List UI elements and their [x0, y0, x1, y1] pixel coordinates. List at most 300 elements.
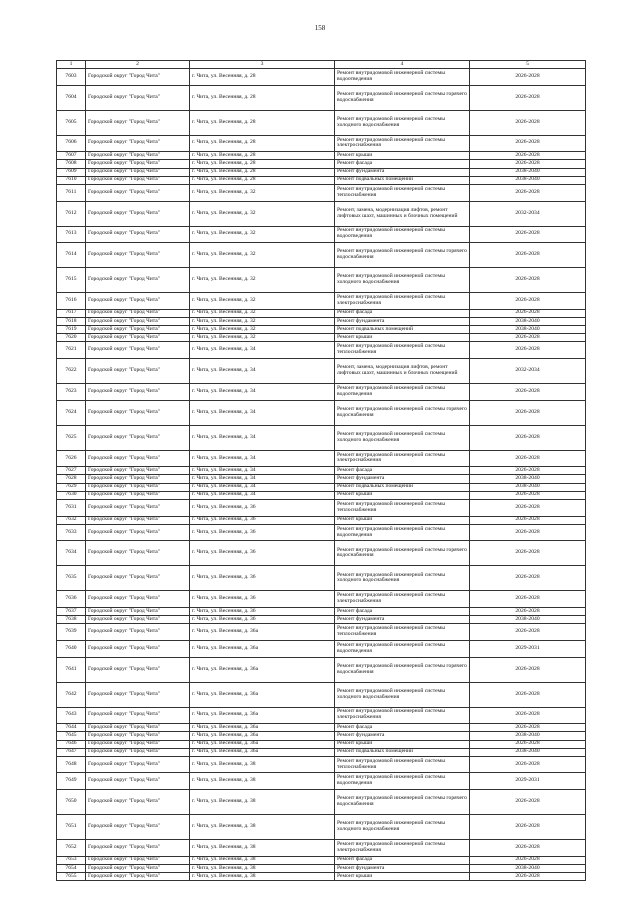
- cell-work-type: Ремонт внутридомовой инженерной системы горячего водоснабжения: [335, 790, 470, 815]
- cell-work-type: Ремонт крыши: [335, 491, 470, 499]
- table-row: [57, 740, 586, 748]
- cell-period: 2026-2028: [470, 342, 586, 359]
- capital-repair-table: [56, 60, 586, 881]
- cell-work-type: Ремонт крыши: [335, 152, 470, 160]
- cell-address: г. Чита, ул. Весенняя, д. 36а: [190, 707, 335, 724]
- table-row: [57, 226, 586, 243]
- cell-period: 2026-2028: [470, 135, 586, 152]
- cell-period: 2026-2028: [470, 309, 586, 317]
- table-row: [57, 856, 586, 864]
- cell-work-type: Ремонт внутридомовой инженерной системы водоотведения: [335, 384, 470, 401]
- cell-address: г. Чита, ул. Весенняя, д. 28: [190, 135, 335, 152]
- cell-row-number: 7607: [57, 152, 86, 160]
- cell-work-type: Ремонт внутридомовой инженерной системы холодного водоснабжения: [335, 815, 470, 840]
- cell-municipality: Городской округ "Город Чита": [86, 201, 190, 226]
- table-row: [57, 268, 586, 293]
- cell-work-type: Ремонт крыши: [335, 516, 470, 524]
- cell-period: 2026-2028: [470, 226, 586, 243]
- cell-period: 2026-2028: [470, 516, 586, 524]
- cell-period: 2026-2028: [470, 541, 586, 566]
- cell-address: г. Чита, ул. Весенняя, д. 34: [190, 491, 335, 499]
- cell-work-type: Ремонт фасада: [335, 607, 470, 615]
- cell-row-number: 7610: [57, 176, 86, 184]
- cell-period: 2026-2028: [470, 184, 586, 201]
- cell-municipality: Городской округ "Город Чита": [86, 226, 190, 243]
- cell-municipality: Городской округ "Город Чита": [86, 184, 190, 201]
- cell-address: г. Чита, ул. Весенняя, д. 36а: [190, 657, 335, 682]
- cell-address: г. Чита, ул. Весенняя, д. 36: [190, 566, 335, 591]
- table-row: [57, 243, 586, 268]
- cell-work-type: Ремонт внутридомовой инженерной системы водоотведения: [335, 640, 470, 657]
- cell-row-number: 7608: [57, 160, 86, 168]
- cell-row-number: 7641: [57, 657, 86, 682]
- cell-address: г. Чита, ул. Весенняя, д. 36: [190, 516, 335, 524]
- cell-municipality: Городской округ "Город Чита": [86, 790, 190, 815]
- cell-work-type: Ремонт фундамента: [335, 616, 470, 624]
- table-row: [57, 591, 586, 608]
- cell-period: 2038-2040: [470, 864, 586, 872]
- table-row: [57, 773, 586, 790]
- cell-row-number: 7621: [57, 342, 86, 359]
- cell-address: г. Чита, ул. Весенняя, д. 28: [190, 69, 335, 86]
- cell-address: г. Чита, ул. Весенняя, д. 38: [190, 873, 335, 881]
- cell-address: г. Чита, ул. Весенняя, д. 36а: [190, 640, 335, 657]
- cell-address: г. Чита, ул. Весенняя, д. 32: [190, 334, 335, 342]
- cell-municipality: Городской округ "Город Чита": [86, 334, 190, 342]
- cell-address: г. Чита, ул. Весенняя, д. 38: [190, 756, 335, 773]
- table-row: [57, 524, 586, 541]
- cell-address: г. Чита, ул. Весенняя, д. 36а: [190, 682, 335, 707]
- cell-work-type: Ремонт, замена, модернизация лифтов, ремонт лифтовых шахт, машинных и блочных помещений: [335, 201, 470, 226]
- table-row: [57, 616, 586, 624]
- cell-address: г. Чита, ул. Весенняя, д. 32: [190, 326, 335, 334]
- cell-work-type: Ремонт внутридомовой инженерной системы электроснабжения: [335, 707, 470, 724]
- cell-period: 2029-2031: [470, 773, 586, 790]
- table-row: [57, 152, 586, 160]
- cell-work-type: Ремонт фасада: [335, 160, 470, 168]
- table-row: [57, 732, 586, 740]
- cell-row-number: 7611: [57, 184, 86, 201]
- table-row: [57, 475, 586, 483]
- table-row: [57, 135, 586, 152]
- table-row: [57, 657, 586, 682]
- table-row: [57, 160, 586, 168]
- cell-row-number: 7647: [57, 748, 86, 756]
- cell-address: г. Чита, ул. Весенняя, д. 36а: [190, 724, 335, 732]
- cell-work-type: Ремонт внутридомовой инженерной системы электроснабжения: [335, 840, 470, 857]
- cell-municipality: Городской округ "Город Чита": [86, 516, 190, 524]
- cell-work-type: Ремонт внутридомовой инженерной системы теплоснабжения: [335, 624, 470, 641]
- cell-address: г. Чита, ул. Весенняя, д. 28: [190, 152, 335, 160]
- cell-address: г. Чита, ул. Весенняя, д. 36а: [190, 740, 335, 748]
- table-row: [57, 500, 586, 517]
- cell-row-number: 7629: [57, 483, 86, 491]
- cell-municipality: Городской округ "Город Чита": [86, 309, 190, 317]
- table-row: [57, 707, 586, 724]
- cell-municipality: Городской округ "Город Чита": [86, 69, 190, 86]
- cell-row-number: 7645: [57, 732, 86, 740]
- cell-municipality: Городской округ "Город Чита": [86, 135, 190, 152]
- cell-period: 2026-2028: [470, 85, 586, 110]
- cell-address: г. Чита, ул. Весенняя, д. 34: [190, 450, 335, 467]
- cell-municipality: Городской округ "Город Чита": [86, 467, 190, 475]
- cell-work-type: Ремонт фундамента: [335, 475, 470, 483]
- table-row: [57, 541, 586, 566]
- cell-period: 2038-2040: [470, 748, 586, 756]
- cell-period: 2026-2028: [470, 566, 586, 591]
- cell-row-number: 7619: [57, 326, 86, 334]
- cell-row-number: 7604: [57, 85, 86, 110]
- cell-municipality: Городской округ "Город Чита": [86, 168, 190, 176]
- cell-row-number: 7632: [57, 516, 86, 524]
- cell-municipality: Городской округ "Город Чита": [86, 724, 190, 732]
- table-row: [57, 110, 586, 135]
- header-col-4: 4: [335, 61, 470, 69]
- header-row: [57, 61, 586, 69]
- cell-municipality: Городской округ "Город Чита": [86, 566, 190, 591]
- cell-row-number: 7637: [57, 607, 86, 615]
- cell-row-number: 7605: [57, 110, 86, 135]
- cell-address: г. Чита, ул. Весенняя, д. 32: [190, 226, 335, 243]
- cell-period: 2026-2028: [470, 815, 586, 840]
- cell-municipality: Городской округ "Город Чита": [86, 110, 190, 135]
- cell-work-type: Ремонт фасада: [335, 467, 470, 475]
- cell-work-type: Ремонт, замена, модернизация лифтов, ремонт лифтовых шахт, машинных и блочных помещений: [335, 359, 470, 384]
- cell-row-number: 7633: [57, 524, 86, 541]
- cell-address: г. Чита, ул. Весенняя, д. 36а: [190, 732, 335, 740]
- cell-period: 2026-2028: [470, 160, 586, 168]
- cell-row-number: 7652: [57, 840, 86, 857]
- table-row: [57, 201, 586, 226]
- cell-work-type: Ремонт внутридомовой инженерной системы теплоснабжения: [335, 342, 470, 359]
- table-row: [57, 840, 586, 857]
- table-row: [57, 184, 586, 201]
- cell-period: 2026-2028: [470, 69, 586, 86]
- cell-period: 2026-2028: [470, 268, 586, 293]
- cell-municipality: Городской округ "Город Чита": [86, 450, 190, 467]
- cell-work-type: Ремонт внутридомовой инженерной системы теплоснабжения: [335, 756, 470, 773]
- cell-row-number: 7642: [57, 682, 86, 707]
- cell-period: 2026-2028: [470, 293, 586, 310]
- cell-row-number: 7636: [57, 591, 86, 608]
- cell-work-type: Ремонт крыши: [335, 740, 470, 748]
- cell-municipality: Городской округ "Город Чита": [86, 500, 190, 517]
- cell-row-number: 7616: [57, 293, 86, 310]
- table-row: [57, 624, 586, 641]
- cell-period: 2032-2034: [470, 201, 586, 226]
- cell-address: г. Чита, ул. Весенняя, д. 34: [190, 483, 335, 491]
- cell-address: г. Чита, ул. Весенняя, д. 34: [190, 425, 335, 450]
- cell-row-number: 7615: [57, 268, 86, 293]
- cell-address: г. Чита, ул. Весенняя, д. 32: [190, 201, 335, 226]
- cell-row-number: 7627: [57, 467, 86, 475]
- cell-municipality: Городской округ "Город Чита": [86, 732, 190, 740]
- cell-municipality: Городской округ "Город Чита": [86, 491, 190, 499]
- cell-municipality: Городской округ "Город Чита": [86, 268, 190, 293]
- table-row: [57, 359, 586, 384]
- cell-municipality: Городской округ "Город Чита": [86, 243, 190, 268]
- table-row: [57, 293, 586, 310]
- cell-address: г. Чита, ул. Весенняя, д. 34: [190, 475, 335, 483]
- cell-address: г. Чита, ул. Весенняя, д. 28: [190, 85, 335, 110]
- cell-address: г. Чита, ул. Весенняя, д. 36а: [190, 748, 335, 756]
- cell-municipality: Городской округ "Город Чита": [86, 640, 190, 657]
- cell-row-number: 7603: [57, 69, 86, 86]
- table-row: [57, 790, 586, 815]
- cell-municipality: Городской округ "Город Чита": [86, 475, 190, 483]
- cell-work-type: Ремонт внутридомовой инженерной системы электроснабжения: [335, 135, 470, 152]
- cell-period: 2038-2040: [470, 483, 586, 491]
- cell-period: 2026-2028: [470, 450, 586, 467]
- table-row: [57, 491, 586, 499]
- cell-municipality: Городской округ "Город Чита": [86, 856, 190, 864]
- cell-period: 2026-2028: [470, 384, 586, 401]
- table-row: [57, 724, 586, 732]
- table-row: [57, 334, 586, 342]
- cell-municipality: Городской округ "Город Чита": [86, 384, 190, 401]
- cell-period: 2026-2028: [470, 724, 586, 732]
- cell-work-type: Ремонт подвальных помещений: [335, 176, 470, 184]
- cell-row-number: 7640: [57, 640, 86, 657]
- cell-row-number: 7653: [57, 856, 86, 864]
- cell-row-number: 7639: [57, 624, 86, 641]
- cell-work-type: Ремонт фасада: [335, 856, 470, 864]
- table-row: [57, 483, 586, 491]
- cell-row-number: 7618: [57, 317, 86, 325]
- cell-municipality: Городской округ "Город Чита": [86, 359, 190, 384]
- cell-row-number: 7623: [57, 384, 86, 401]
- cell-row-number: 7630: [57, 491, 86, 499]
- table-row: [57, 516, 586, 524]
- table-row: [57, 682, 586, 707]
- table-row: [57, 342, 586, 359]
- cell-work-type: Ремонт внутридомовой инженерной системы горячего водоснабжения: [335, 400, 470, 425]
- cell-row-number: 7606: [57, 135, 86, 152]
- cell-row-number: 7614: [57, 243, 86, 268]
- cell-row-number: 7625: [57, 425, 86, 450]
- cell-municipality: Городской округ "Город Чита": [86, 748, 190, 756]
- header-col-2: 2: [86, 61, 190, 69]
- cell-work-type: Ремонт внутридомовой инженерной системы горячего водоснабжения: [335, 85, 470, 110]
- cell-row-number: 7644: [57, 724, 86, 732]
- cell-address: г. Чита, ул. Весенняя, д. 36: [190, 524, 335, 541]
- cell-municipality: Городской округ "Город Чита": [86, 682, 190, 707]
- cell-period: 2038-2040: [470, 317, 586, 325]
- cell-row-number: 7634: [57, 541, 86, 566]
- cell-work-type: Ремонт внутридомовой инженерной системы водоотведения: [335, 524, 470, 541]
- table-row: [57, 607, 586, 615]
- cell-municipality: Городской округ "Город Чита": [86, 541, 190, 566]
- cell-work-type: Ремонт внутридомовой инженерной системы холодного водоснабжения: [335, 682, 470, 707]
- cell-period: 2026-2028: [470, 524, 586, 541]
- cell-address: г. Чита, ул. Весенняя, д. 36: [190, 541, 335, 566]
- cell-period: 2026-2028: [470, 856, 586, 864]
- cell-period: 2026-2028: [470, 756, 586, 773]
- cell-work-type: Ремонт внутридомовой инженерной системы водоотведения: [335, 773, 470, 790]
- cell-work-type: Ремонт подвальных помещений: [335, 748, 470, 756]
- cell-address: г. Чита, ул. Весенняя, д. 32: [190, 309, 335, 317]
- cell-municipality: Городской округ "Город Чита": [86, 483, 190, 491]
- cell-address: г. Чита, ул. Весенняя, д. 38: [190, 856, 335, 864]
- cell-municipality: Городской округ "Город Чита": [86, 400, 190, 425]
- cell-municipality: Городской округ "Город Чита": [86, 607, 190, 615]
- cell-work-type: Ремонт внутридомовой инженерной системы холодного водоснабжения: [335, 268, 470, 293]
- cell-municipality: Городской округ "Город Чита": [86, 707, 190, 724]
- cell-address: г. Чита, ул. Весенняя, д. 34: [190, 467, 335, 475]
- cell-municipality: Городской округ "Город Чита": [86, 425, 190, 450]
- cell-period: 2026-2028: [470, 607, 586, 615]
- cell-row-number: 7624: [57, 400, 86, 425]
- cell-municipality: Городской округ "Город Чита": [86, 160, 190, 168]
- cell-period: 2026-2028: [470, 840, 586, 857]
- cell-period: 2038-2040: [470, 475, 586, 483]
- cell-period: 2026-2028: [470, 152, 586, 160]
- header-col-1: 1: [57, 61, 86, 69]
- cell-row-number: 7648: [57, 756, 86, 773]
- cell-work-type: Ремонт фасада: [335, 724, 470, 732]
- cell-period: 2026-2028: [470, 591, 586, 608]
- cell-work-type: Ремонт внутридомовой инженерной системы водоотведения: [335, 226, 470, 243]
- cell-municipality: Городской округ "Город Чита": [86, 873, 190, 881]
- table-row: [57, 168, 586, 176]
- cell-municipality: Городской округ "Город Чита": [86, 616, 190, 624]
- table-row: [57, 566, 586, 591]
- cell-period: 2026-2028: [470, 624, 586, 641]
- cell-row-number: 7613: [57, 226, 86, 243]
- cell-row-number: 7612: [57, 201, 86, 226]
- cell-row-number: 7651: [57, 815, 86, 840]
- header-col-5: 5: [470, 61, 586, 69]
- header-col-3: 3: [190, 61, 335, 69]
- cell-row-number: 7626: [57, 450, 86, 467]
- cell-address: г. Чита, ул. Весенняя, д. 38: [190, 790, 335, 815]
- cell-row-number: 7635: [57, 566, 86, 591]
- table-row: [57, 317, 586, 325]
- cell-municipality: Городской округ "Город Чита": [86, 591, 190, 608]
- cell-address: г. Чита, ул. Весенняя, д. 32: [190, 293, 335, 310]
- cell-work-type: Ремонт фундамента: [335, 168, 470, 176]
- cell-period: 2026-2028: [470, 500, 586, 517]
- cell-work-type: Ремонт фундамента: [335, 732, 470, 740]
- table-row: [57, 450, 586, 467]
- cell-address: г. Чита, ул. Весенняя, д. 34: [190, 400, 335, 425]
- cell-municipality: Городской округ "Город Чита": [86, 293, 190, 310]
- table-body: [57, 61, 586, 881]
- cell-period: 2026-2028: [470, 467, 586, 475]
- cell-period: 2032-2034: [470, 359, 586, 384]
- cell-municipality: Городской округ "Город Чита": [86, 756, 190, 773]
- cell-row-number: 7620: [57, 334, 86, 342]
- table-row: [57, 640, 586, 657]
- cell-municipality: Городской округ "Город Чита": [86, 773, 190, 790]
- table-row: [57, 309, 586, 317]
- table-row: [57, 425, 586, 450]
- table-row: [57, 467, 586, 475]
- table-row: [57, 176, 586, 184]
- cell-work-type: Ремонт фасада: [335, 309, 470, 317]
- cell-address: г. Чита, ул. Весенняя, д. 32: [190, 317, 335, 325]
- table-row: [57, 748, 586, 756]
- table-row: [57, 384, 586, 401]
- cell-row-number: 7650: [57, 790, 86, 815]
- cell-work-type: Ремонт внутридомовой инженерной системы горячего водоснабжения: [335, 541, 470, 566]
- cell-municipality: Городской округ "Город Чита": [86, 840, 190, 857]
- cell-row-number: 7631: [57, 500, 86, 517]
- cell-row-number: 7622: [57, 359, 86, 384]
- table-row: [57, 873, 586, 881]
- cell-address: г. Чита, ул. Весенняя, д. 36: [190, 591, 335, 608]
- cell-work-type: Ремонт внутридомовой инженерной системы горячего водоснабжения: [335, 243, 470, 268]
- table-row: [57, 85, 586, 110]
- cell-work-type: Ремонт внутридомовой инженерной системы холодного водоснабжения: [335, 425, 470, 450]
- cell-work-type: Ремонт фундамента: [335, 317, 470, 325]
- cell-work-type: Ремонт крыши: [335, 873, 470, 881]
- cell-work-type: Ремонт внутридомовой инженерной системы горячего водоснабжения: [335, 657, 470, 682]
- cell-work-type: Ремонт внутридомовой инженерной системы теплоснабжения: [335, 184, 470, 201]
- cell-work-type: Ремонт фундамента: [335, 864, 470, 872]
- cell-work-type: Ремонт внутридомовой инженерной системы холодного водоснабжения: [335, 566, 470, 591]
- cell-period: 2026-2028: [470, 243, 586, 268]
- table-row: [57, 864, 586, 872]
- cell-work-type: Ремонт внутридомовой инженерной системы электроснабжения: [335, 293, 470, 310]
- cell-period: 2026-2028: [470, 873, 586, 881]
- cell-address: г. Чита, ул. Весенняя, д. 38: [190, 864, 335, 872]
- cell-row-number: 7609: [57, 168, 86, 176]
- cell-address: г. Чита, ул. Весенняя, д. 38: [190, 840, 335, 857]
- cell-work-type: Ремонт внутридомовой инженерной системы электроснабжения: [335, 450, 470, 467]
- cell-municipality: Городской округ "Город Чита": [86, 624, 190, 641]
- cell-row-number: 7655: [57, 873, 86, 881]
- cell-address: г. Чита, ул. Весенняя, д. 36: [190, 500, 335, 517]
- cell-row-number: 7649: [57, 773, 86, 790]
- cell-address: г. Чита, ул. Весенняя, д. 28: [190, 160, 335, 168]
- cell-address: г. Чита, ул. Весенняя, д. 32: [190, 268, 335, 293]
- cell-address: г. Чита, ул. Весенняя, д. 28: [190, 168, 335, 176]
- cell-period: 2026-2028: [470, 682, 586, 707]
- cell-period: 2026-2028: [470, 657, 586, 682]
- cell-address: г. Чита, ул. Весенняя, д. 38: [190, 815, 335, 840]
- page-number: 158: [314, 24, 326, 32]
- cell-municipality: Городской округ "Город Чита": [86, 152, 190, 160]
- cell-address: г. Чита, ул. Весенняя, д. 36: [190, 616, 335, 624]
- cell-work-type: Ремонт крыши: [335, 334, 470, 342]
- cell-address: г. Чита, ул. Весенняя, д. 36а: [190, 624, 335, 641]
- cell-period: 2038-2040: [470, 176, 586, 184]
- cell-work-type: Ремонт внутридомовой инженерной системы холодного водоснабжения: [335, 110, 470, 135]
- cell-work-type: Ремонт внутридомовой инженерной системы теплоснабжения: [335, 500, 470, 517]
- cell-period: 2026-2028: [470, 400, 586, 425]
- cell-period: 2026-2028: [470, 790, 586, 815]
- cell-address: г. Чита, ул. Весенняя, д. 28: [190, 110, 335, 135]
- cell-address: г. Чита, ул. Весенняя, д. 34: [190, 342, 335, 359]
- table-row: [57, 69, 586, 86]
- cell-address: г. Чита, ул. Весенняя, д. 34: [190, 384, 335, 401]
- cell-municipality: Городской округ "Город Чита": [86, 657, 190, 682]
- cell-municipality: Городской округ "Город Чита": [86, 326, 190, 334]
- table-row: [57, 400, 586, 425]
- cell-row-number: 7617: [57, 309, 86, 317]
- cell-work-type: Ремонт подвальных помещений: [335, 483, 470, 491]
- cell-period: 2026-2028: [470, 707, 586, 724]
- cell-period: 2026-2028: [470, 334, 586, 342]
- cell-municipality: Городской округ "Город Чита": [86, 524, 190, 541]
- cell-address: г. Чита, ул. Весенняя, д. 34: [190, 359, 335, 384]
- cell-work-type: Ремонт подвальных помещений: [335, 326, 470, 334]
- cell-municipality: Городской округ "Город Чита": [86, 85, 190, 110]
- cell-municipality: Городской округ "Город Чита": [86, 317, 190, 325]
- table-row: [57, 326, 586, 334]
- cell-municipality: Городской округ "Город Чита": [86, 342, 190, 359]
